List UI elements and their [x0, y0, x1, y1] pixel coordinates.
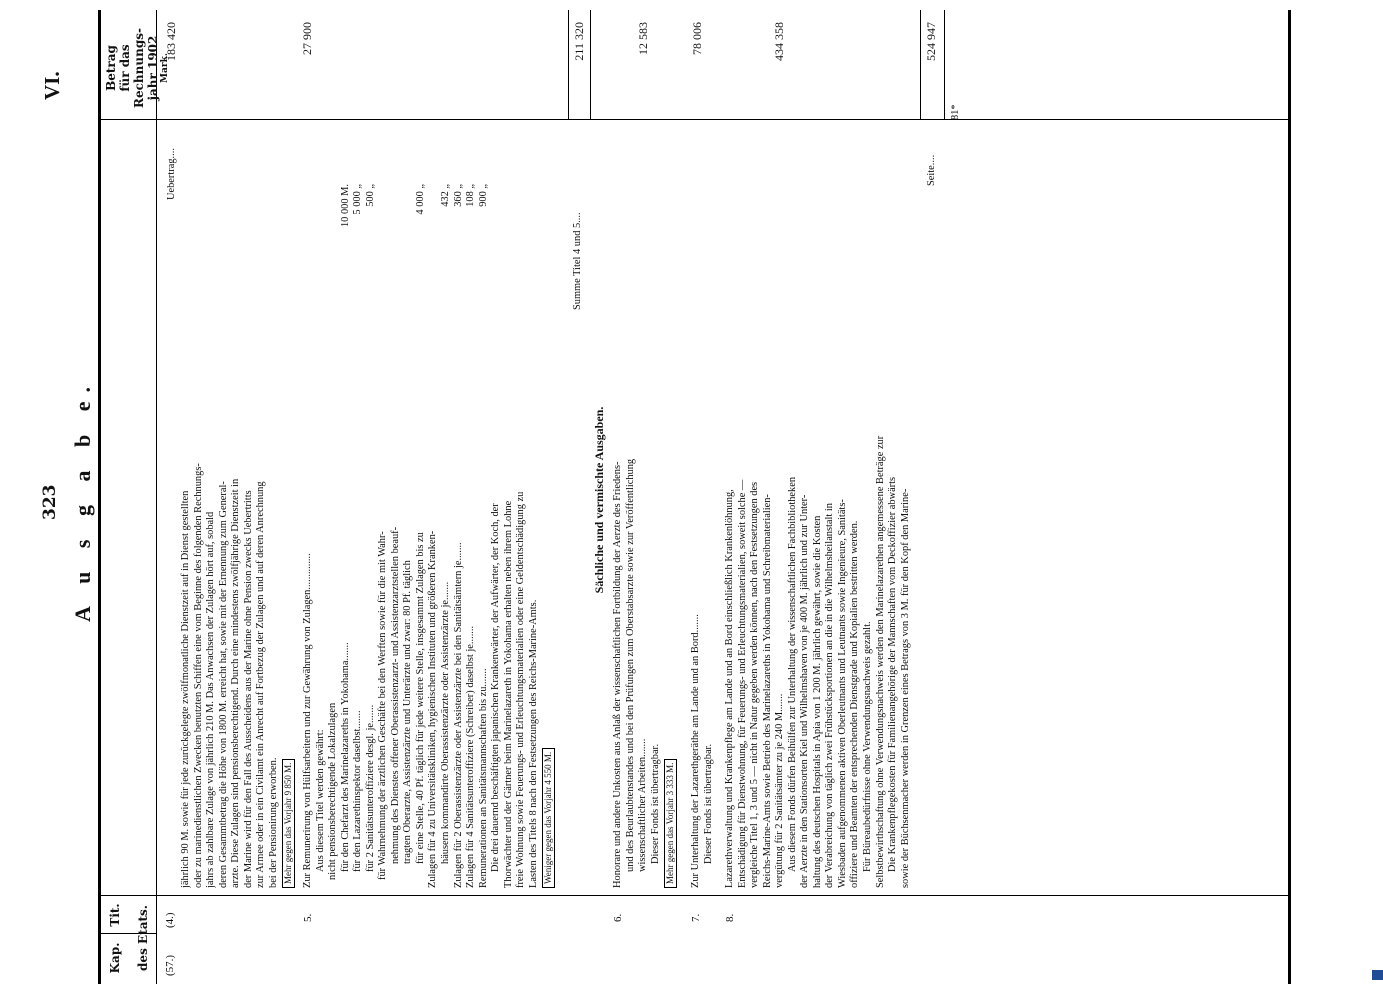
sub-amount: 10 000 M.	[339, 184, 351, 228]
uebertrag-label: Uebertrag....	[166, 148, 177, 200]
tit-5: 5.	[302, 913, 314, 922]
entry-8-text: Lazarethverwaltung und Krankenpflege am Lande und an Bord einschließlich Krankenlöhnung, Entschädigung für Dienstwohnung, für Feuerungs- und Erleuchtungsmaterialien, soweit solche — vergleiche Titel 1, 3 und 5 — nicht in Natur gegeben werden können, nach den Festsetzungen des Reichs-Marine-Amts sowie Betrieb des Marinelazareths in Yokohama und Schreibmaterialien- vergütung für 2 Sanitätsämter zu je 240 M....... Aus diesem Fonds dürfen Beihülfen zur Unterhaltung der wissenschaftlichen Fachbibliotheken der Aerzte in den Stationsorten Kiel und Wilhelmshaven von je 400 M. jährlich und zur Unter- haltung des deutschen Hospitals in Apia von 1 200 M. jährlich gewährt, sowie die Kosten der Verabreichung von täglich zwei Frühstücksportionen an die in die Wilhelmsheilanstalt in Wiesbaden aufgenommenen aktiven Oberleutnants und Leutnants sowie Ingenieure, Sanitäts- offiziere und Beamten der entsprechenden Dienstgrade und Kopialien bestritten werden. Für Büreaubedürfnisse ohne Verwendungsnachweis gezahlt. Selbstbewirthschaftung ohne Verwendungsnachweis werden den Marinelazarethen angemessene Beträge zur Die Krankenpflegekosten für Familienangehörige der Mannschaften vom Deckoffizier abwärts sowie der Büchsenmacher werden in Grenzen eines Betrags von 3 M. für den Kopf den Marine-	[724, 435, 911, 888]
table-header-rule	[156, 10, 157, 984]
sum-rule-top	[568, 10, 569, 120]
seite-amount: 524 947	[924, 22, 938, 61]
page-title: A u s g a b e.	[70, 378, 95, 622]
sum-rule-bottom	[590, 10, 591, 120]
uebertrag-amount: 183 420	[164, 22, 178, 61]
sub-amount: 900 „	[477, 184, 489, 207]
e4-line: der Marine wird für den Fall des Ausscheidens aus der Marine ohne Pension zwecks Uebertritts	[242, 490, 254, 888]
e4-line: arzte. Diese Zulagen sind pensionsberechtigend. Durch eine mindestens zwölfjährige Dienstzeit in	[230, 478, 242, 888]
e8-amount: 434 358	[772, 22, 786, 61]
sub-amount: 4 000 „	[414, 184, 426, 215]
page-number: 323	[40, 484, 60, 520]
kap-57: (57.)	[164, 954, 176, 976]
e4-line: zur Armee oder in ein Civilamt ein Anrecht auf Fortbezug der Zulagen und auf deren Anrechnung	[255, 481, 267, 888]
e6-change-note: Mehr gegen das Vorjahr 3 333 M.	[664, 759, 677, 888]
sub-amount: 432 „	[440, 184, 452, 207]
e5-change-note: Weniger gegen das Vorjahr 4 550 M.	[542, 748, 555, 888]
col-tit: Tit.	[108, 903, 122, 927]
sub-amount: 108 „	[465, 184, 477, 207]
tit-col-rule	[98, 895, 1288, 896]
seite-label: Seite....	[926, 154, 937, 186]
table-top-rule-2	[100, 10, 101, 984]
sum-amount: 211 320	[572, 22, 586, 61]
tit-8: 8.	[724, 913, 736, 922]
e4-change-note: Mehr gegen das Vorjahr 9 850 M.	[282, 759, 295, 888]
tit-4: (4.)	[164, 912, 176, 928]
col-des-etats: des Etats.	[136, 905, 150, 971]
sum-label: Summe Titel 4 und 5....	[572, 212, 583, 310]
entry-4-text	[180, 126, 296, 888]
e4-line: jährlich 90 M. sowie für jede zurückgelegte zwölfmonatliche Dienstzeit auf in Dienst gestellten	[180, 490, 191, 888]
sub-amount: 5 000 „	[352, 184, 364, 215]
entry-6-text: Honorare und andere Unkosten aus Anlaß der wissenschaftlichen Fortbildung der Aerzte des Friedens- und des Beurlaubtenstandes und bei den Prüfungen zum Oberstabsarzte sowie zur Veröffentlichung wissenschaftlicher Arbeiten....... Dieser Fonds ist übertragbar. Mehr gegen das Vorjahr 3 333 M.	[612, 458, 676, 888]
tit-6: 6.	[612, 913, 624, 922]
e4-line: oder zu marinedienstlichen Zwecken benutzten Schiffen eine vom Beginne des folgenden Rechnungs-	[192, 463, 204, 888]
section-saechliche: Sächliche und vermischte Ausgaben.	[592, 406, 606, 594]
dfg-side-note	[1366, 20, 1380, 980]
seite-rule-bottom	[944, 10, 945, 120]
footer-mark: 81*	[950, 104, 961, 120]
dfg-logo-icon	[1372, 970, 1383, 980]
sub-amount: 500 „	[364, 184, 376, 207]
e7-amount: 78 006	[690, 22, 704, 55]
col-amount-head: Betrag für das Rechnungs- jahr 1902	[104, 28, 160, 108]
amount-col-rule	[98, 119, 1288, 120]
tit-7: 7.	[690, 913, 702, 922]
section-roman: VI.	[40, 71, 64, 100]
sub-amount: 360 „	[452, 184, 464, 207]
col-amount-unit: Mark.	[160, 53, 170, 83]
e4-line: bei der Pensionirung erworben.	[267, 757, 279, 888]
table-bottom-rule	[1288, 10, 1291, 984]
e4-line: deren Gesammtbetrag die Höhe von 1800 M. erreicht hat, sowie mit der Ernennung zum General-	[217, 481, 229, 888]
col-kap: Kap.	[108, 942, 122, 974]
entry-7-text: Zur Unterhaltung der Lazarethgeräthe am Lande und an Bord....... Dieser Fonds ist übertragbar.	[690, 614, 714, 888]
e6-amount: 12 583	[636, 22, 650, 55]
e4-line: jahrs ab zahlbare Zulage von jährlich 210 M. Das Anwachsen der Zulagen hört auf, sobald	[205, 511, 217, 888]
entry-5-text: Zur Remunerirung von Hülfsarbeitern und zur Gewährung von Zulagen.............. Aus diesem Titel werden gewährt: nicht pensionsberechtigende Lokalzulagen für den Chefarzt des Marinelazareths in Yokohama....... für den Lazarethinspektor daselbst....... für 2 Sanitätsunteroffiziere desgl. je....... für Wahrnehmung der ärztlichen Geschäfte bei den Werften sowie für die mit Wahr- nehmung des Dienstes offener Oberassistenzarzt- und Assistenzarztstellen beauf- tragten Oberarzte, Assistenzärzte und Unterärzte und zwar: 80 Pf. täglich für eine Stelle, 40 Pf. täglich für jede weitere Stelle, insgesammt Zulagen bis zu Zulagen für 4 zu Universitätskliniken, hygienischen Instituten und größeren Kranken- häusern kommandirte Oberassistenzärzte oder Assistenzärzte je....... Zulagen für 2 Oberassistenzärzte oder Assistenzärzte bei den Sanitätsämtern je....... Zulagen für 4 Sanitätsunteroffiziere (Schreiber) daselbst je....... Remunerationen an Sanitätsmannschaften bis zu....... Die drei dauernd beschäftigten japanischen Krankenwärter, der Aufwärter, der Koch, der Thorwächter und der Gärtner beim Marinelazareth in Yokohama erhalten neben ihrem Lohne freie Wohnung sowie Feuerungs- und Erleuchtungsmaterialien oder eine Geldentschädigung zu Lasten des Titels 8 nach den Festsetzungen des Reichs-Marine-Amts. Weniger gegen das Vorjahr 4 550 M.	[302, 491, 554, 888]
e5-amount: 27 900	[300, 22, 314, 55]
seite-rule-top	[920, 10, 921, 120]
